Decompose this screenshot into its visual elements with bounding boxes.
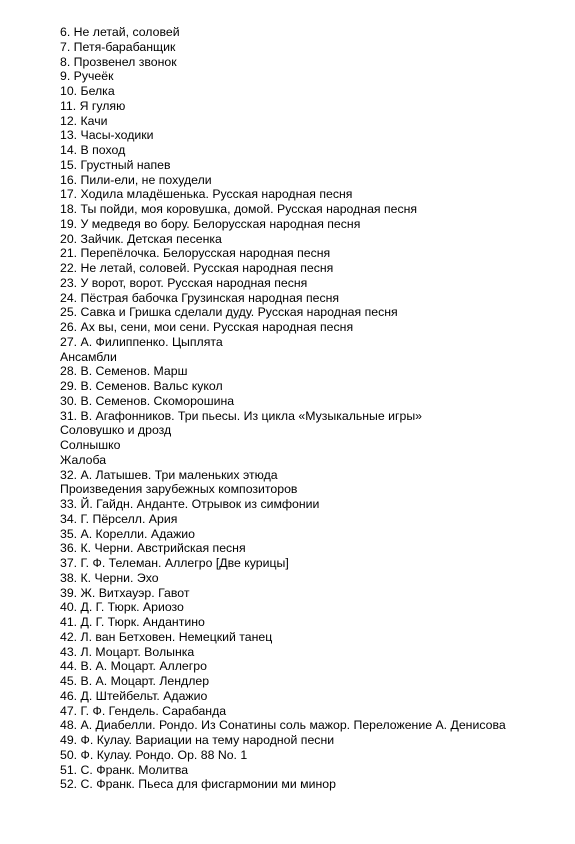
text-line: 31. В. Агафонников. Три пьесы. Из цикла «Музыкальные игры» (60, 408, 423, 423)
text-line: 47. Г. Ф. Гендель. Сарабанда (60, 703, 227, 718)
text-line: 42. Л. ван Бетховен. Немецкий танец (60, 629, 273, 644)
text-line: 41. Д. Г. Тюрк. Андантино (60, 615, 205, 629)
text-line: 34. Г. Пёрселл. Ария (60, 511, 178, 526)
text-line: Жалоба (60, 452, 107, 467)
text-line: 45. В. А. Моцарт. Лендлер (60, 674, 210, 688)
text-line: 35. А. Корелли. Адажио (60, 526, 196, 541)
text-line: Произведения зарубежных композиторов (60, 482, 298, 497)
text-line: 13. Часы-ходики (60, 128, 154, 143)
text-line: 44. В. А. Моцарт. Аллегро (60, 659, 207, 674)
text-line: 28. В. Семенов. Марш (60, 364, 188, 379)
text-line: 9. Ручеёк (60, 69, 114, 84)
text-line: 12. Качи (60, 113, 108, 128)
text-line: 27. А. Филиппенко. Цыплята (60, 334, 223, 349)
text-line: 43. Л. Моцарт. Волынка (60, 644, 195, 659)
document-text (60, 25, 560, 792)
text-line: 7. Петя-барабанщик (60, 39, 176, 54)
text-line: 16. Пили-ели, не похудели (60, 172, 212, 187)
text-line: 8. Прозвенел звонок (60, 54, 177, 69)
text-line: Солнышко (60, 438, 121, 452)
text-line: 18. Ты пойди, моя коровушка, домой. Русская народная песня (60, 202, 418, 216)
text-line: 39. Ж. Витхауэр. Гавот (60, 585, 190, 600)
text-line: 40. Д. Г. Тюрк. Ариозо (60, 600, 184, 615)
text-line: 51. С. Франк. Молитва (60, 762, 189, 777)
text-line: 36. К. Черни. Австрийская песня (60, 541, 246, 556)
text-line: 37. Г. Ф. Телеман. Аллегро [Две курицы] (60, 556, 289, 570)
text-line: Соловушко и дрозд (60, 423, 172, 438)
text-line: 22. Не летай, соловей. Русская народная песня (60, 261, 334, 275)
text-line: 26. Ах вы, сени, мои сени. Русская народная песня (60, 320, 354, 334)
text-line: 50. Ф. Кулау. Рондо. Op. 88 No. 1 (60, 747, 248, 762)
text-line: 25. Савка и Гришка сделали дуду. Русская народная песня (60, 305, 398, 320)
text-line: 52. С. Франк. Пьеса для фисгармонии ми минор (60, 777, 336, 792)
text-line: 21. Перепёлочка. Белорусская народная песня (60, 246, 331, 261)
text-line: 20. Зайчик. Детская песенка (60, 231, 222, 246)
text-line: 46. Д. Штейбельт. Адажио (60, 688, 208, 703)
text-line: 11. Я гуляю (60, 98, 126, 113)
text-line: 14. В поход (60, 143, 126, 157)
text-line: 23. У ворот, ворот. Русская народная песня (60, 275, 308, 290)
text-line: 24. Пёстрая бабочка Грузинская народная песня (60, 290, 340, 305)
text-line: 6. Не летай, соловей (60, 25, 180, 39)
text-line: 38. К. Черни. Эхо (60, 570, 159, 585)
text-line: 49. Ф. Кулау. Вариации на тему народной песни (60, 733, 335, 747)
text-line: 15. Грустный напев (60, 157, 171, 172)
text-line: Ансамбли (60, 349, 117, 364)
text-line: 17. Ходила младёшенька. Русская народная песня (60, 187, 353, 202)
text-line: 30. В. Семенов. Скоморошина (60, 393, 235, 408)
text-line: 48. А. Диабелли. Рондо. Из Сонатины соль мажор. Переложение А. Денисова (60, 718, 506, 733)
text-line: 33. Й. Гайдн. Анданте. Отрывок из симфонии (60, 497, 320, 511)
text-line: 19. У медведя во бору. Белорусская народная песня (60, 216, 361, 231)
text-line: 32. А. Латышев. Три маленьких этюда (60, 467, 278, 482)
text-line: 29. В. Семенов. Вальс кукол (60, 379, 223, 393)
text-line: 10. Белка (60, 84, 115, 98)
